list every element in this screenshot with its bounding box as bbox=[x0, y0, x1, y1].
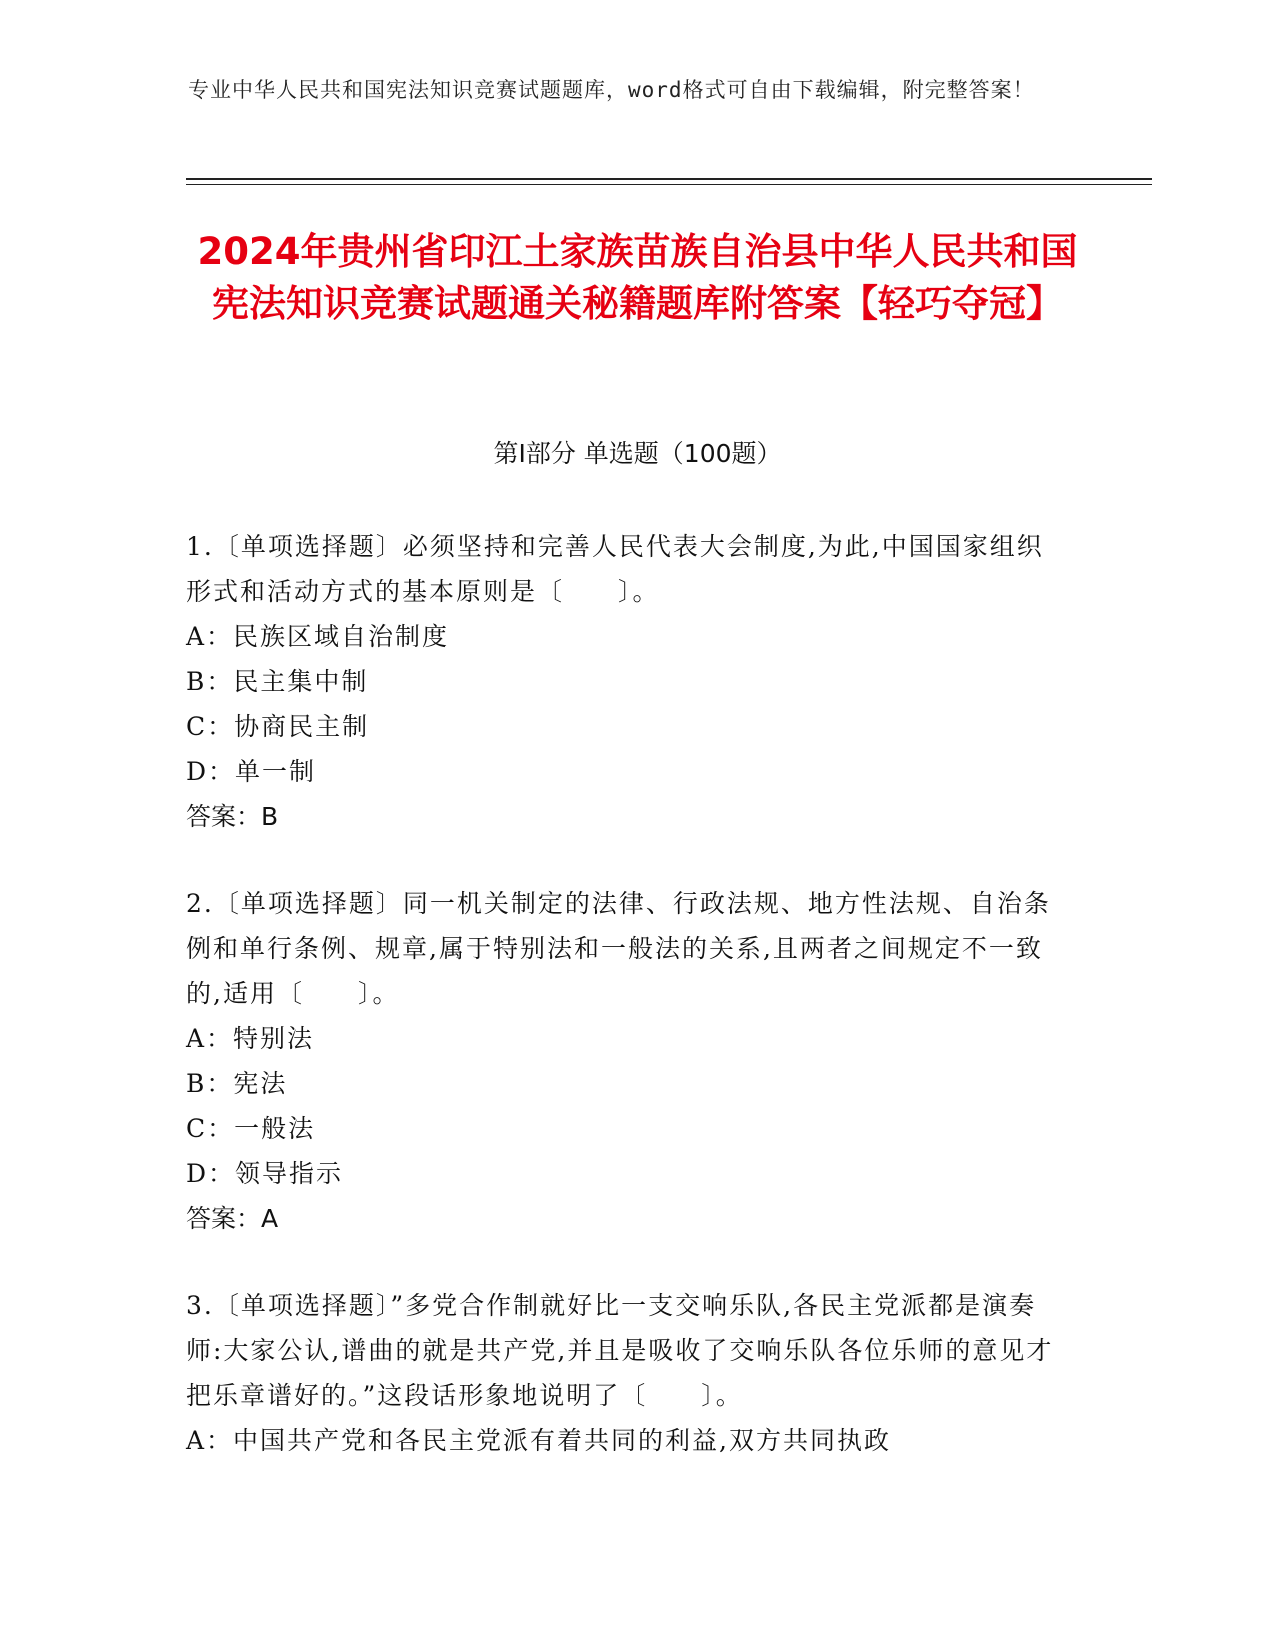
option-b: B：宪法 bbox=[186, 1069, 288, 1098]
section-title: 第Ⅰ部分 单选题（100题） bbox=[493, 439, 782, 468]
question-stem: 1.〔单项选择题〕必须坚持和完善人民代表大会制度,为此,中国国家组织形式和活动方式的基本原则是〔 〕。 bbox=[186, 532, 1044, 606]
question-stem: 3.〔单项选择题〕”多党合作制就好比一支交响乐队,各民主党派都是演奏师:大家公认,谱曲的就是共产党,并且是吸收了交响乐队各位乐师的意见才把乐章谱好的。”这段话形象地说明了〔 〕。 bbox=[186, 1291, 1054, 1410]
option-d: D：领导指示 bbox=[186, 1159, 344, 1188]
answer: 答案：B bbox=[186, 802, 279, 831]
question-3 bbox=[186, 1283, 1066, 1463]
option-d: D：单一制 bbox=[186, 757, 317, 786]
option-c: C：协商民主制 bbox=[186, 712, 370, 741]
question-stem: 2.〔单项选择题〕同一机关制定的法律、行政法规、地方性法规、自治条例和单行条例、规章,属于特别法和一般法的关系,且两者之间规定不一致的,适用〔 〕。 bbox=[186, 889, 1051, 1008]
answer: 答案：A bbox=[186, 1204, 279, 1233]
option-a: A：特别法 bbox=[186, 1024, 315, 1053]
option-a: A：民族区域自治制度 bbox=[186, 622, 450, 651]
document-title: 2024年贵州省印江土家族苗族自治县中华人民共和国宪法知识竞赛试题通关秘籍题库附答案【轻巧夺冠】 bbox=[197, 230, 1078, 325]
header-note: 专业中华人民共和国宪法知识竞赛试题题库，word格式可自由下载编辑，附完整答案！ bbox=[188, 78, 1035, 102]
header-divider-thin bbox=[186, 184, 1152, 185]
question-list bbox=[186, 524, 1066, 1505]
question-1 bbox=[186, 524, 1066, 839]
question-2 bbox=[186, 881, 1066, 1241]
option-a: A：中国共产党和各民主党派有着共同的利益,双方共同执政 bbox=[186, 1426, 892, 1455]
option-b: B：民主集中制 bbox=[186, 667, 369, 696]
option-c: C：一般法 bbox=[186, 1114, 316, 1143]
header-divider bbox=[186, 178, 1152, 180]
